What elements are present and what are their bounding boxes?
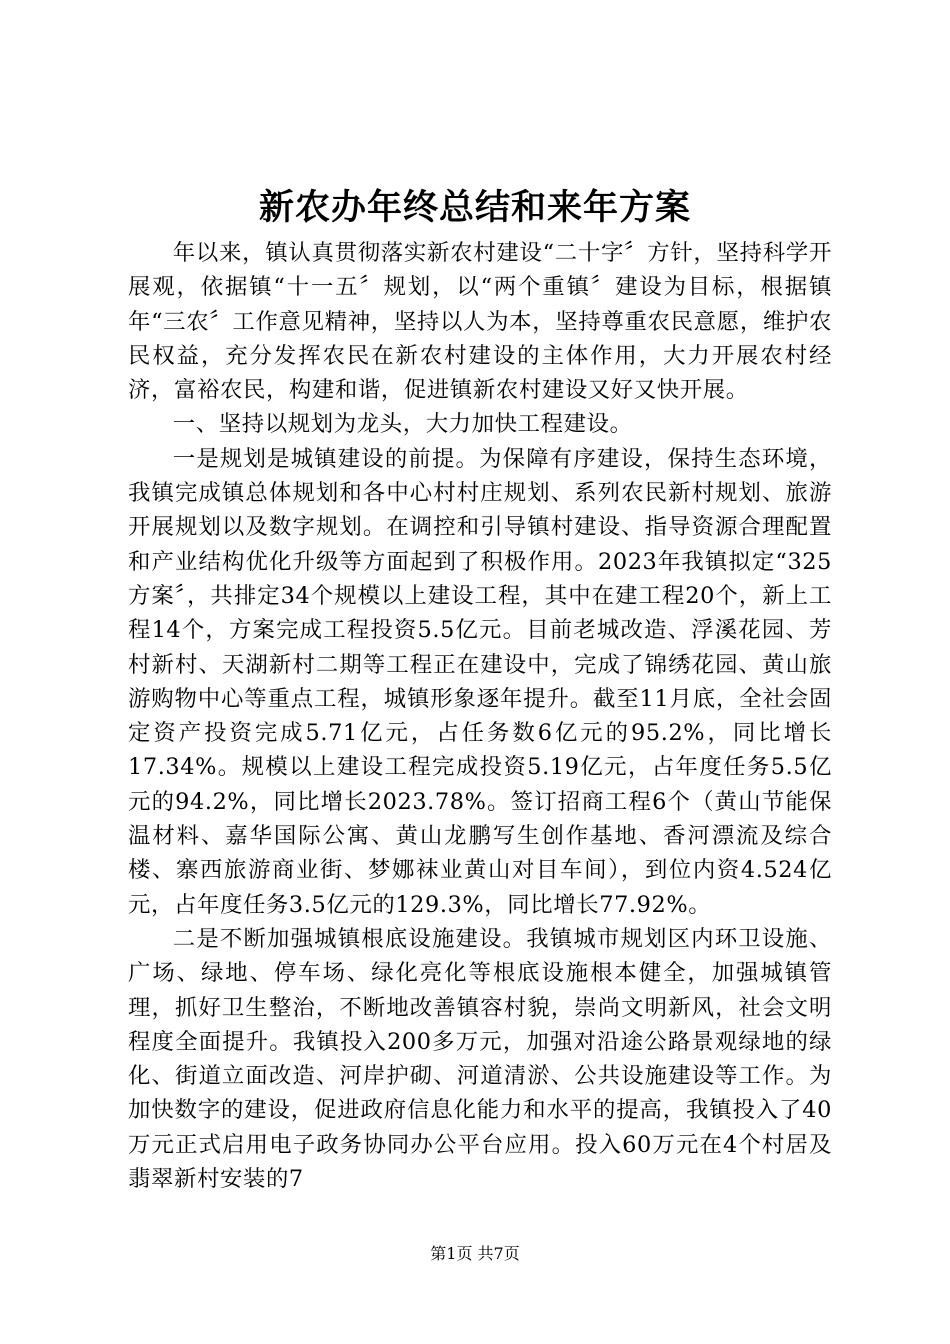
section-heading-1: 一、坚持以规划为龙头，大力加快工程建设。 [172, 411, 633, 438]
paragraph-infrastructure: 二是不断加强城镇根底设施建设。我镇城市规划区内环卫设施、广场、绿地、停车场、绿化亮化等根底设施根本健全，加强城镇管理，抓好卫生整治，不断地改善镇容村貌，崇尚文明新风，社会文明程度全面提升。我镇投入200多万元，加强对沿途公路景观绿地的绿化、街道立面改造、河岸护砌、河道清淤、公共设施建设等工作。为加快数字的建设，促进政府信息化能力和水平的提高，我镇投入了40万元正式启用电子政务协同办公平台应用。投入60万元在4个村居及翡翠新村安装的7 [128, 925, 832, 1193]
paragraph-intro: 年以来，镇认真贯彻落实新农村建设“二十字〞方针，坚持科学开展观，依据镇“十一五〞规划，以“两个重镇〞建设为目标，根据镇年“三农〞工作意见精神，坚持以人为本，坚持尊重农民意愿，维护农民权益，充分发挥农民在新农村建设的主体作用，大力开展农村经济，富裕农民，构建和谐，促进镇新农村建设又好又快开展。 [128, 240, 832, 404]
document-title: 新农办年终总结和来年方案 [258, 187, 691, 228]
document-body [128, 236, 832, 1196]
page-footer: 第1页 共7页 [430, 1244, 520, 1263]
paragraph-planning: 一是规划是城镇建设的前提。为保障有序建设，保持生态环境，我镇完成镇总体规划和各中心村村庄规划、系列农民新村规划、旅游开展规划以及数字规划。在调控和引导镇村建设、指导资源合理配置和产业结构优化升级等方面起到了积极作用。2023年我镇拟定“325方案〞，共排定34个规模以上建设工程，其中在建工程20个，新上工程14个，方案完成工程投资5.5亿元。目前老城改造、浮溪花园、芳村新村、天湖新村二期等工程正在建设中，完成了锦绣花园、黄山旅游购物中心等重点工程，城镇形象逐年提升。截至11月底，全社会固定资产投资完成5.71亿元，占任务数6亿元的95.2%，同比增长17.34%。规模以上建设工程完成投资5.19亿元，占年度任务5.5亿元的94.2%，同比增长2023.78%。签订招商工程6个（黄山节能保温材料、嘉华国际公寓、黄山龙鹏写生创作基地、香河漂流及综合楼、寨西旅游商业街、梦娜袜业黄山对目车间），到位内资4.524亿元，占年度任务3.5亿元的129.3%，同比增长77.92%。 [128, 445, 832, 918]
